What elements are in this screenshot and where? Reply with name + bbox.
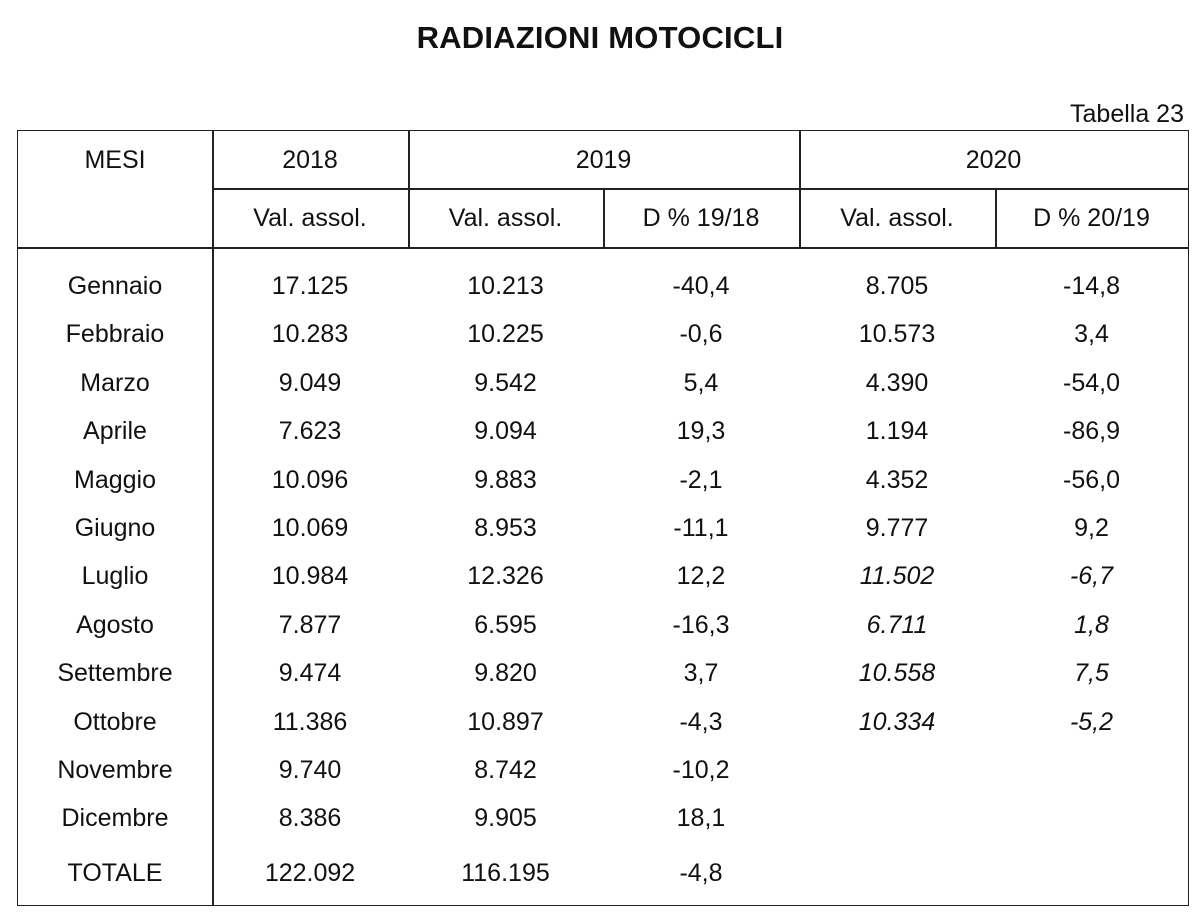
delta-19-18-cell: 3,7 xyxy=(683,659,719,688)
delta-19-18-cell: -0,6 xyxy=(679,320,723,349)
delta-20-19-cell: -14,8 xyxy=(1063,272,1120,300)
delta-20-19-cell: -56,0 xyxy=(1063,465,1120,494)
value-2019-cell: 10.213 xyxy=(467,272,544,300)
delta-20-19-cell: 3,4 xyxy=(1074,320,1109,349)
month-cell: Dicembre xyxy=(61,804,169,833)
delta-19-18-cell: -4,3 xyxy=(679,707,723,736)
header-val-assol-2018: Val. assol. xyxy=(253,204,367,232)
delta-19-18-cell: -16,3 xyxy=(672,610,730,639)
month-cell: Maggio xyxy=(74,465,156,494)
value-2019-cell: 8.742 xyxy=(474,756,537,784)
value-2020-cell: 10.334 xyxy=(858,707,936,736)
value-2019-cell: 9.883 xyxy=(474,465,537,494)
header-year-2020: 2020 xyxy=(965,146,1022,174)
month-cell: Luglio xyxy=(81,562,149,591)
value-2020-cell: 10.558 xyxy=(858,659,936,688)
delta-20-19-cell: -54,0 xyxy=(1063,368,1120,397)
delta-20-19-cell: 1,8 xyxy=(1074,610,1109,639)
value-2018-cell: 11.386 xyxy=(272,707,348,736)
delta-20-19-cell: 7,5 xyxy=(1074,659,1109,688)
delta-19-18-cell: 19,3 xyxy=(676,417,726,446)
month-cell: Gennaio xyxy=(67,272,163,300)
value-2019-cell: 12.326 xyxy=(467,562,544,591)
delta-20-19-cell: -86,9 xyxy=(1063,417,1120,446)
delta-19-18-cell: -4,8 xyxy=(679,859,723,887)
header-val-assol-2020: Val. assol. xyxy=(840,204,954,232)
month-cell: Ottobre xyxy=(73,707,157,736)
value-2018-cell: 10.069 xyxy=(271,514,349,542)
month-cell: Giugno xyxy=(74,514,156,542)
value-2018-cell: 122.092 xyxy=(264,859,356,887)
value-2018-cell: 9.740 xyxy=(278,756,342,784)
delta-19-18-cell: 12,2 xyxy=(676,562,726,591)
value-2020-cell: 8.705 xyxy=(865,272,929,300)
delta-19-18-cell: -10,2 xyxy=(672,756,730,784)
delta-19-18-cell: -11,1 xyxy=(673,514,729,542)
header-divider xyxy=(212,188,1188,190)
value-2019-cell: 116.195 xyxy=(461,859,550,887)
month-cell: Aprile xyxy=(83,417,147,446)
value-2019-cell: 8.953 xyxy=(474,514,537,542)
value-2018-cell: 7.877 xyxy=(278,610,342,639)
header-delta-20-19: D % 20/19 xyxy=(1033,204,1150,232)
header-year-2018: 2018 xyxy=(282,146,338,174)
delta-20-19-cell: -5,2 xyxy=(1069,707,1114,736)
value-2018-cell: 17.125 xyxy=(271,272,349,300)
value-2018-cell: 9.049 xyxy=(278,368,342,397)
delta-19-18-cell: 18,1 xyxy=(676,804,726,833)
value-2019-cell: 10.897 xyxy=(467,707,544,736)
month-cell: Novembre xyxy=(57,756,173,784)
table-number: Tabella 23 xyxy=(1070,100,1184,128)
delta-20-19-cell: 9,2 xyxy=(1074,514,1109,542)
value-2020-cell: 11.502 xyxy=(859,562,935,591)
value-2020-cell: 4.390 xyxy=(865,368,929,397)
value-2019-cell: 6.595 xyxy=(474,610,537,639)
value-2020-cell: 4.352 xyxy=(865,465,929,494)
month-cell: Agosto xyxy=(76,610,154,639)
value-2018-cell: 8.386 xyxy=(278,804,342,833)
value-2018-cell: 7.623 xyxy=(278,417,342,446)
header-delta-19-18: D % 19/18 xyxy=(642,204,760,232)
value-2020-cell: 6.711 xyxy=(866,610,928,639)
header-year-2019: 2019 xyxy=(575,146,632,174)
value-2020-cell: 9.777 xyxy=(865,514,929,542)
header-months: MESI xyxy=(84,146,146,174)
month-cell: Febbraio xyxy=(65,320,165,349)
month-cell: Marzo xyxy=(80,368,150,397)
value-2020-cell: 1.194 xyxy=(865,417,929,446)
page-title: RADIAZIONI MOTOCICLI xyxy=(416,20,784,55)
value-2019-cell: 9.905 xyxy=(474,804,537,833)
value-2019-cell: 9.820 xyxy=(474,659,537,688)
delta-19-18-cell: -2,1 xyxy=(679,465,723,494)
delta-20-19-cell: -6,7 xyxy=(1069,562,1114,591)
month-cell: Settembre xyxy=(57,659,173,688)
header-val-assol-2019: Val. assol. xyxy=(448,204,563,232)
value-2019-cell: 9.094 xyxy=(474,417,537,446)
value-2018-cell: 10.984 xyxy=(271,562,349,591)
value-2019-cell: 10.225 xyxy=(467,320,544,349)
value-2020-cell: 10.573 xyxy=(858,320,936,349)
delta-19-18-cell: 5,4 xyxy=(683,368,719,397)
header-bottom-rule xyxy=(18,247,1188,249)
value-2018-cell: 10.096 xyxy=(271,465,349,494)
value-2018-cell: 10.283 xyxy=(271,320,349,349)
value-2019-cell: 9.542 xyxy=(474,368,537,397)
value-2018-cell: 9.474 xyxy=(278,659,342,688)
delta-19-18-cell: -40,4 xyxy=(672,272,730,300)
month-cell: TOTALE xyxy=(67,859,163,887)
data-table xyxy=(17,130,1189,906)
